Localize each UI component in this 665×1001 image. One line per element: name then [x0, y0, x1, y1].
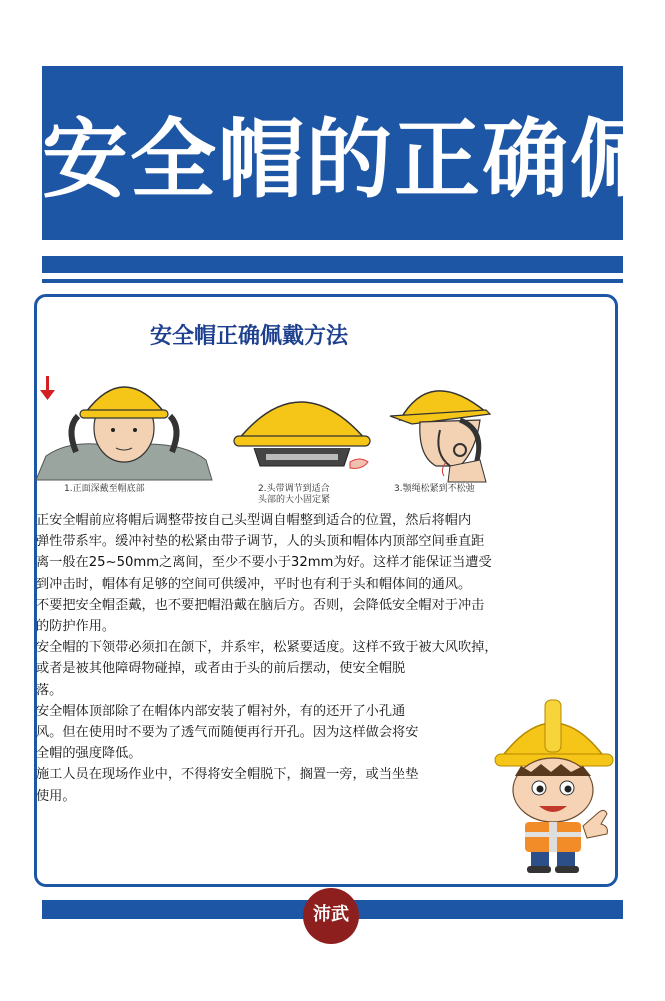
paragraph-line: 或者是被其他障碍物碰掉，或者由于头的前后摆动，使安全帽脱 — [36, 661, 406, 677]
paragraph-line: 安全帽的下领带必须扣在颌下，并系牢，松紧要适度。这样不致于被大风吹掉， — [36, 640, 498, 656]
step2-caption-line2: 头部的大小固定紧 — [258, 495, 331, 505]
header-band — [42, 66, 658, 240]
step1-caption: 1.正面深戴至帽底部 — [64, 484, 145, 494]
paragraph-line: 落。 — [36, 682, 63, 698]
safety-poster — [36, 66, 658, 926]
thin-stripe — [42, 279, 623, 283]
worker-mascot — [491, 696, 617, 874]
paragraph-line: 安全帽体顶部除了在帽体内部安装了帽衬外，有的还开了小孔通 — [36, 703, 406, 719]
blue-stripe — [42, 256, 623, 273]
step2-illustration — [230, 374, 380, 484]
hand-icon — [350, 459, 368, 468]
paragraph-line: 弹性带系牢。缓冲衬垫的松紧由带子调节，人的头顶和帽体内顶部空间垂直距 — [36, 534, 485, 550]
step2-caption-line1: 2.头带调节到适合 — [258, 484, 330, 494]
page-title: 安全帽的正确佩 — [42, 110, 658, 210]
step1-illustration — [36, 368, 216, 480]
seal-text: 沛武 — [313, 904, 349, 925]
seal-logo — [303, 888, 359, 944]
paragraph-line: 全帽的强度降低。 — [36, 746, 142, 762]
paragraph-line: 的防护作用。 — [36, 619, 116, 635]
panel-title: 安全帽正确佩戴方法 — [150, 324, 349, 349]
paragraph-line: 到冲击时，帽体有足够的空间可供缓冲，平时也有利于头和帽体间的通风。 — [36, 576, 472, 592]
paragraph-line: 风。但在使用时不要为了透气而随便再行开孔。因为这样做会将安 — [36, 725, 419, 741]
paragraph-line: 正安全帽前应将帽后调整带按自己头型调自帽整到适合的位置，然后将帽内 — [36, 513, 472, 528]
arrow-down-icon — [40, 376, 55, 400]
paragraph-line: 不要把安全帽歪戴，也不要把帽沿戴在脑后方。否则，会降低安全帽对于冲击 — [36, 597, 485, 613]
step3-illustration — [390, 370, 502, 482]
paragraph-line: 使用。 — [36, 788, 76, 804]
paragraph-line: 离一般在25~50mm之离间，至少不要小于32mm为好。这样才能保证当遭受 — [36, 555, 492, 571]
step3-caption: 3.颚绳松紧到不松弛 — [394, 484, 475, 494]
paragraph-line: 施工人员在现场作业中，不得将安全帽脱下，搁置一旁，或当坐垫 — [36, 767, 419, 783]
